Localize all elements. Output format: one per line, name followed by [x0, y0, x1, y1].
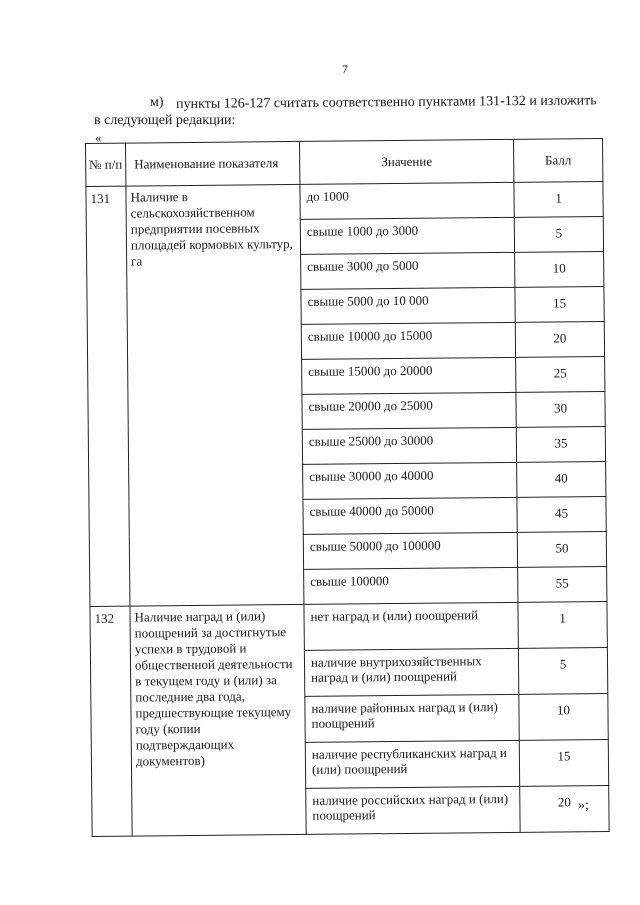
- score-cell: 10: [515, 252, 604, 288]
- value-cell: свыше 20000 до 25000: [302, 392, 516, 429]
- score-cell: 20: [515, 322, 604, 358]
- score-cell: 15: [519, 740, 608, 787]
- header-num: № п/п: [86, 143, 126, 186]
- intro-label: м): [150, 95, 164, 110]
- score-cell: 5: [514, 217, 603, 253]
- score-cell: 30: [516, 392, 605, 428]
- row-number: 131: [86, 186, 130, 606]
- score-cell: 55: [518, 567, 607, 603]
- score-cell: 5: [518, 648, 607, 695]
- page-number: 7: [342, 62, 348, 76]
- score-cell: 45: [517, 497, 606, 533]
- close-quote: »;: [578, 798, 589, 813]
- value-cell: свыше 15000 до 20000: [302, 357, 516, 394]
- table-row: [86, 182, 603, 222]
- value-cell: свыше 25000 до 30000: [302, 427, 516, 464]
- criteria-table: [85, 138, 610, 837]
- value-cell: наличие республиканских наград и (или) поощрений: [305, 740, 519, 788]
- table-row: [90, 602, 607, 653]
- table-header-row: [86, 139, 603, 187]
- value-cell: свыше 5000 до 10 000: [301, 287, 515, 324]
- score-cell: 40: [517, 462, 606, 498]
- header-name: Наименование показателя: [126, 141, 300, 186]
- score-cell: 1: [518, 602, 607, 649]
- value-cell: свыше 40000 до 50000: [303, 497, 517, 534]
- value-cell: до 1000: [300, 182, 514, 219]
- value-cell: нет наград и (или) поощрений: [304, 602, 518, 650]
- intro-line-2: в следующей редакции:: [94, 113, 236, 128]
- header-score: Балл: [513, 139, 602, 183]
- value-cell: свыше 1000 до 3000: [300, 217, 514, 254]
- score-cell: 35: [516, 427, 605, 463]
- indicator-name: Наличие в сельскохозяйственном предприятии посевных площадей кормовых культур, га: [126, 184, 304, 606]
- value-cell: свыше 50000 до 100000: [303, 532, 517, 569]
- header-value: Значение: [299, 139, 513, 184]
- open-quote: «: [95, 130, 102, 145]
- value-cell: свыше 100000: [304, 567, 518, 604]
- score-cell: 50: [517, 532, 606, 568]
- row-number: 132: [90, 606, 132, 836]
- value-cell: свыше 3000 до 5000: [301, 252, 515, 289]
- value-cell: свыше 30000 до 40000: [303, 462, 517, 499]
- score-cell: 15: [515, 287, 604, 323]
- value-cell: наличие внутрихозяйственных наград и (или) поощрений: [304, 648, 518, 696]
- value-cell: наличие районных наград и (или) поощрений: [305, 694, 519, 742]
- value-cell: наличие российских наград и (или) поощрений: [306, 786, 520, 834]
- value-cell: свыше 10000 до 15000: [301, 322, 515, 359]
- score-cell: 10: [519, 694, 608, 741]
- score-cell: 1: [514, 182, 603, 218]
- intro-line-1: пункты 126-127 считать соответственно пунктами 131-132 и изложить: [176, 93, 597, 112]
- score-cell: 25: [516, 357, 605, 393]
- score-cell: 20: [520, 786, 609, 833]
- indicator-name: Наличие наград и (или) поощрений за достигнутые успехи в трудовой и общественной деятельности в текущем году и (или) за последние два года, предшествующие текущему году (копии подтверждающих документов): [130, 604, 306, 836]
